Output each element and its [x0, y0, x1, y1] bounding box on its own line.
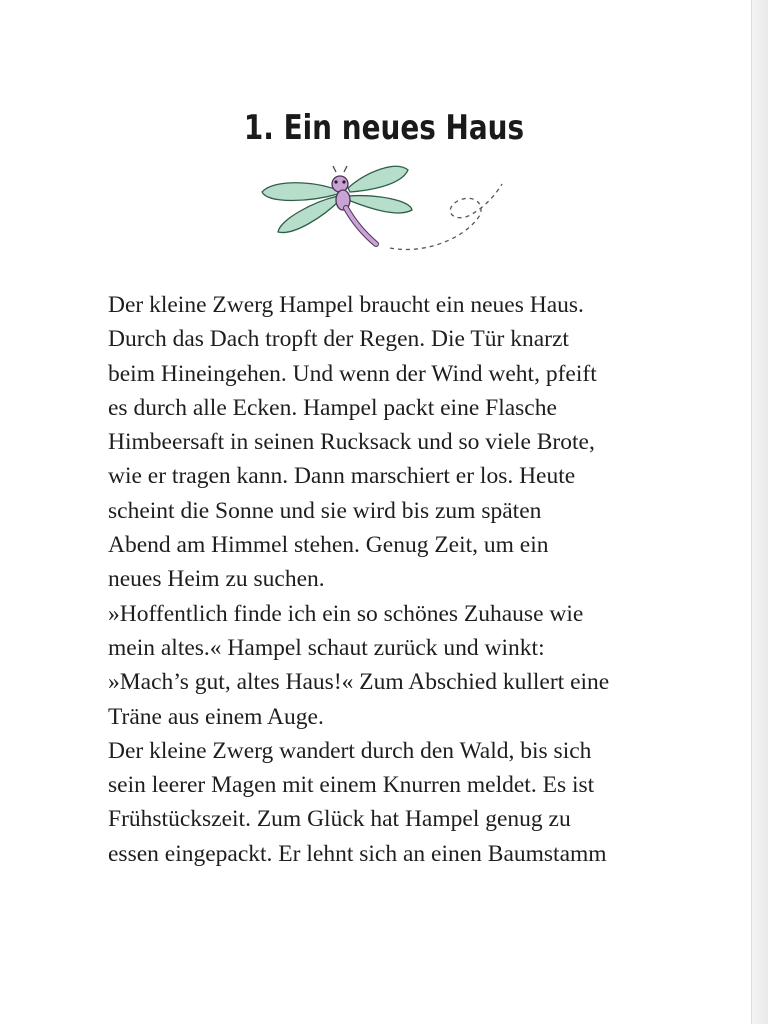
- text-line: Der kleine Zwerg wandert durch den Wald, bis sich: [108, 737, 592, 764]
- text-line: Frühstückszeit. Zum Glück hat Hampel genug zu: [108, 806, 571, 833]
- dragonfly-icon: [250, 162, 510, 262]
- text-line: Durch das Dach tropft der Regen. Die Tür knarzt: [108, 326, 569, 353]
- text-line: es durch alle Ecken. Hampel packt eine Flasche: [108, 394, 557, 421]
- text-line: essen eingepackt. Er lehnt sich an einen Baumstamm: [108, 840, 607, 867]
- text-line: neues Heim zu suchen.: [108, 566, 325, 593]
- text-line: Abend am Himmel stehen. Genug Zeit, um ein: [108, 532, 549, 559]
- text-line: beim Hineingehen. Und wenn der Wind weht, pfeift: [108, 360, 597, 387]
- text-line: Träne aus einem Auge.: [108, 703, 324, 730]
- text-line: scheint die Sonne und sie wird bis zum späten: [108, 497, 542, 524]
- text-line: »Hoffentlich finde ich ein so schönes Zuhause wie: [108, 600, 584, 627]
- chapter-title: 1. Ein neues Haus: [243, 108, 525, 148]
- text-line: Der kleine Zwerg Hampel braucht ein neues Haus.: [108, 292, 584, 318]
- text-line: sein leerer Magen mit einem Knurren meldet. Es ist: [108, 772, 595, 799]
- text-line: mein altes.« Hampel schaut zurück und winkt:: [108, 634, 545, 661]
- page-edge: [751, 0, 768, 1024]
- text-line: Himbeersaft in seinen Rucksack und so viele Brote,: [108, 429, 595, 456]
- text-line: »Mach’s gut, altes Haus!« Zum Abschied kullert eine: [108, 669, 610, 696]
- story-text: [108, 288, 668, 871]
- text-line: wie er tragen kann. Dann marschiert er los. Heute: [108, 463, 576, 490]
